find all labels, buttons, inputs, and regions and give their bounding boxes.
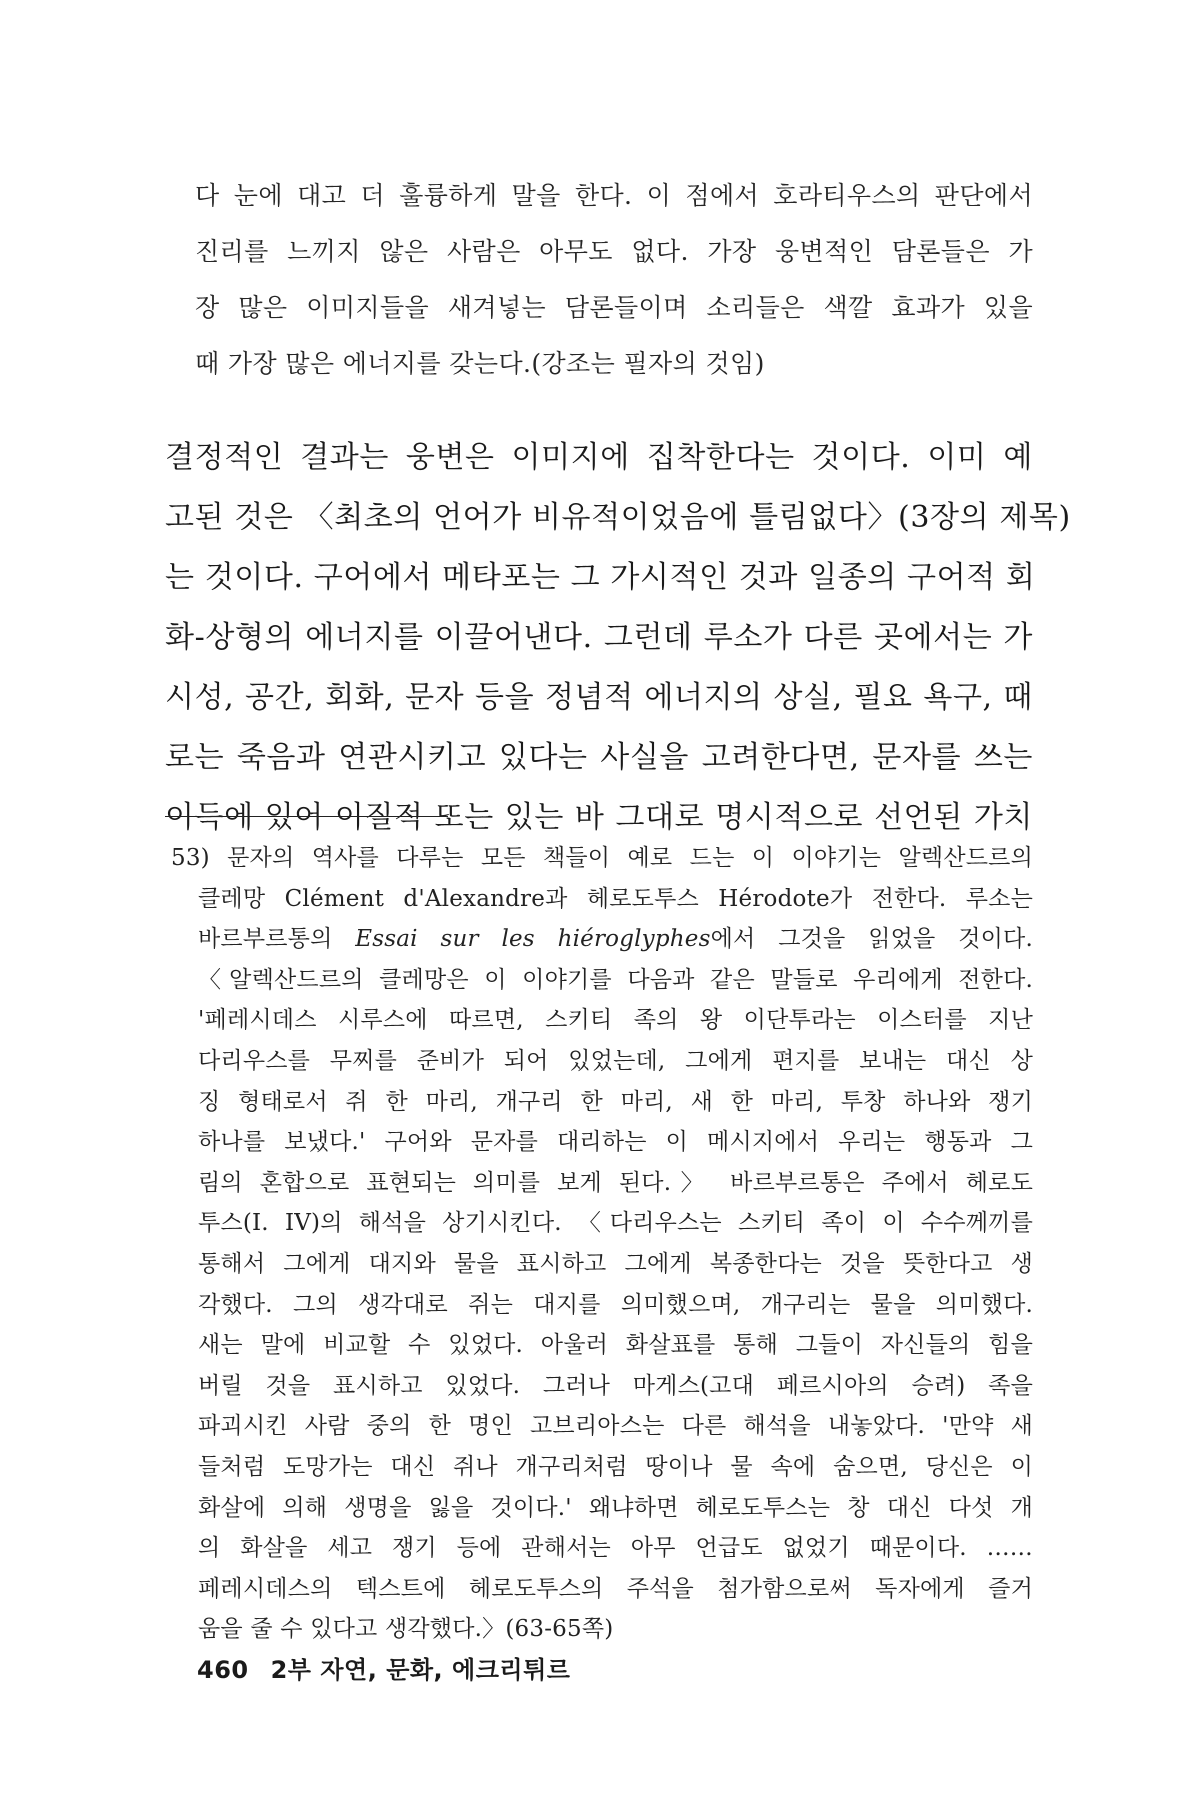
footnote-line: 각했다. 그의 생각대로 쥐는 대지를 의미했으며, 개구리는 물을 의미했다. xyxy=(198,1291,1033,1318)
body-paragraph xyxy=(165,428,1071,848)
footnote-line: 통해서 그에게 대지와 물을 표시하고 그에게 복종한다는 것을 뜻한다고 생 xyxy=(198,1250,1033,1277)
footnote-line: 버릴 것을 표시하고 있었다. 그러나 마게스(고대 페르시아의 승려) 족을 xyxy=(198,1372,1033,1399)
footnote-line: 움을 줄 수 있다고 생각했다.〉(63-65쪽) xyxy=(198,1616,614,1643)
footnote-line: 클레망 Clément d'Alexandre과 헤로도투스 Hérodote가 전한다. 루소는 xyxy=(198,885,1033,912)
quote-line: 장 많은 이미지들을 새겨넣는 담론들이며 소리들은 색깔 효과가 있을 xyxy=(195,293,1033,322)
footnote-line: 새는 말에 비교할 수 있었다. 아울러 화살표를 통해 그들이 자신들의 힘을 xyxy=(198,1332,1033,1359)
body-line: 는 것이다. 구어에서 메타포는 그 가시적인 것과 일종의 구어적 회 xyxy=(165,560,1036,595)
quote-line: 다 눈에 대고 더 훌륭하게 말을 한다. 이 점에서 호라티우스의 판단에서 xyxy=(195,181,1033,210)
body-line: 결정적인 결과는 웅변은 이미지에 집착한다는 것이다. 이미 예 xyxy=(165,440,1033,475)
footnote-line: 화살에 의해 생명을 잃을 것이다.' 왜냐하면 헤로도투스는 창 대신 다섯 개 xyxy=(198,1494,1033,1521)
quote-line: 때 가장 많은 에너지를 갖는다.(강조는 필자의 것임) xyxy=(195,349,765,378)
footnote-line: 〈알렉산드르의 클레망은 이 이야기를 다음과 같은 말들로 우리에게 전한다. xyxy=(198,966,1033,993)
footnote-line: 의 화살을 세고 쟁기 등에 관해서는 아무 언급도 없었기 때문이다. …… xyxy=(198,1535,1033,1562)
footnote-separator xyxy=(165,816,448,817)
block-quote xyxy=(195,168,1033,392)
footnote-line: 투스(I. IV)의 해석을 상기시킨다. 〈다리우스는 스키티 족이 이 수수께끼를 xyxy=(198,1210,1033,1237)
footnote-line: 53) 문자의 역사를 다루는 모든 책들이 예로 드는 이 이야기는 알렉산드르의 xyxy=(171,845,1033,871)
body-line: 고된 것은 〈최초의 언어가 비유적이었음에 틀림없다〉(3장의 제목) xyxy=(165,500,1071,535)
footnote-line: 다리우스를 무찌를 준비가 되어 있었는데, 그에게 편지를 보내는 대신 상 xyxy=(198,1047,1033,1074)
body-line: 이득에 있어 이질적 또는 있는 바 그대로 명시적으로 선언된 가치 xyxy=(165,800,1033,835)
footnote-line: 림의 혼합으로 표현되는 의미를 보게 된다.〉 바르부르통은 주에서 헤로도 xyxy=(198,1169,1033,1196)
section-title: 2부 자연, 문화, 에크리튀르 xyxy=(270,1656,571,1684)
footnote-line: 들처럼 도망가는 대신 쥐나 개구리처럼 땅이나 물 속에 숨으면, 당신은 이 xyxy=(198,1453,1033,1480)
book-title: Essai sur les hiéroglyphes xyxy=(355,926,711,953)
quote-line: 진리를 느끼지 않은 사람은 아무도 없다. 가장 웅변적인 담론들은 가 xyxy=(195,237,1033,266)
page-number: 460 xyxy=(197,1656,249,1684)
footnote-line: 페레시데스의 텍스트에 헤로도투스의 주석을 첨가함으로써 독자에게 즐거 xyxy=(198,1575,1033,1602)
running-footer xyxy=(197,1650,592,1685)
body-line: 로는 죽음과 연관시키고 있다는 사실을 고려한다면, 문자를 쓰는 xyxy=(165,740,1033,775)
footnote-text: 에서 그것을 읽었을 것이다. xyxy=(710,926,1033,953)
footnote-text: 바르부르통의 xyxy=(198,926,356,953)
footnote-line: 징 형태로서 쥐 한 마리, 개구리 한 마리, 새 한 마리, 투창 하나와 쟁기 xyxy=(198,1088,1033,1115)
body-line: 시성, 공간, 회화, 문자 등을 정념적 에너지의 상실, 필요 욕구, 때 xyxy=(165,680,1033,715)
footnote-line xyxy=(198,919,1033,960)
footnote-53 xyxy=(171,838,1033,1650)
body-line: 화-상형의 에너지를 이끌어낸다. 그런데 루소가 다른 곳에서는 가 xyxy=(165,620,1033,655)
footnote-line: 파괴시킨 사람 중의 한 명인 고브리아스는 다른 해석을 내놓았다. '만약 새 xyxy=(198,1413,1033,1440)
footnote-line: '페레시데스 시루스에 따르면, 스키티 족의 왕 이단투라는 이스터를 지난 xyxy=(198,1007,1033,1034)
footnote-line: 하나를 보냈다.' 구어와 문자를 대리하는 이 메시지에서 우리는 행동과 그 xyxy=(198,1129,1033,1156)
